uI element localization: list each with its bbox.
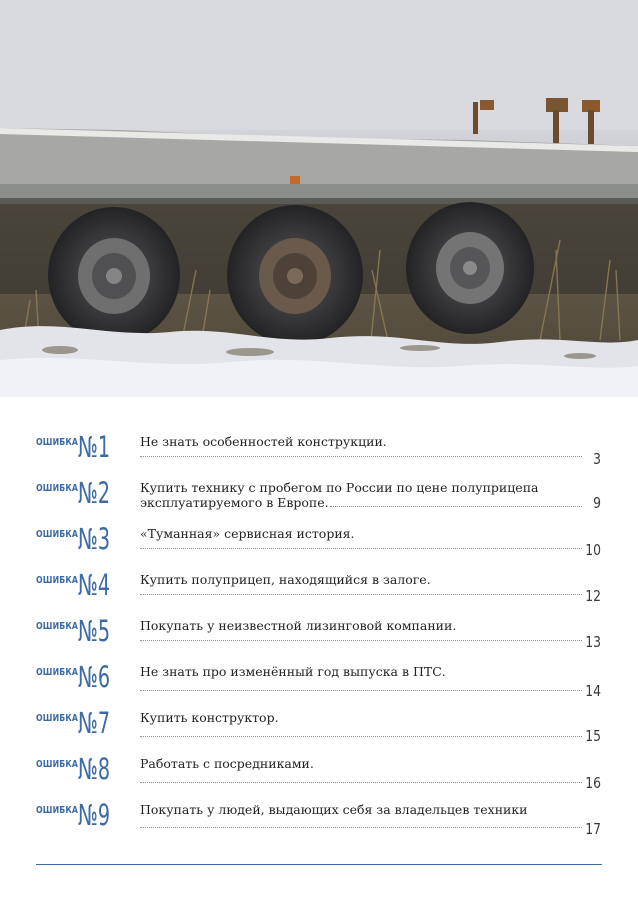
leader-dots xyxy=(140,827,582,828)
mistake-label: ОШИБКА xyxy=(36,667,79,678)
page-number: 14 xyxy=(585,682,601,700)
mistake-number: №2 xyxy=(78,476,111,510)
leader-dots xyxy=(140,594,582,595)
mistake-label: ОШИБКА xyxy=(36,483,79,494)
page-number: 9 xyxy=(593,494,601,512)
mistake-number: №5 xyxy=(78,614,111,648)
mistake-label: ОШИБКА xyxy=(36,713,79,724)
page-number: 15 xyxy=(585,727,601,745)
page-number: 3 xyxy=(593,450,601,468)
toc-entry-9[interactable] xyxy=(0,798,638,851)
page-number: 13 xyxy=(585,633,601,651)
leader-dots xyxy=(330,506,582,507)
mistake-label: ОШИБКА xyxy=(36,529,79,540)
mistake-number: №8 xyxy=(78,752,111,786)
bottom-divider xyxy=(36,864,602,865)
mistake-number: №3 xyxy=(78,522,111,556)
page-number: 10 xyxy=(585,541,601,559)
cover-photo xyxy=(0,0,638,397)
table-of-contents xyxy=(0,397,638,903)
leader-dots xyxy=(140,640,582,641)
mistake-label: ОШИБКА xyxy=(36,575,79,586)
mistake-number: №1 xyxy=(78,430,111,464)
page-number: 16 xyxy=(585,774,601,792)
leader-dots xyxy=(140,456,582,457)
trailer-photo-illustration xyxy=(0,0,638,397)
mistake-title: Купить полуприцеп, находящийся в залоге. xyxy=(140,572,431,587)
page-number: 12 xyxy=(585,587,601,605)
leader-dots xyxy=(140,736,582,737)
leader-dots xyxy=(140,690,582,691)
mistake-title: Купить конструктор. xyxy=(140,710,279,725)
page-number: 17 xyxy=(585,820,601,838)
mistake-title: Покупать у людей, выдающих себя за владельцев техники xyxy=(140,802,528,817)
mistake-label: ОШИБКА xyxy=(36,437,79,448)
mistake-label: ОШИБКА xyxy=(36,621,79,632)
mistake-title: Купить технику с пробегом по России по цене полуприцепа эксплуатируемого в Европе. xyxy=(140,480,539,510)
mistake-number: №6 xyxy=(78,660,111,694)
mistake-number: №7 xyxy=(78,706,111,740)
mistake-label: ОШИБКА xyxy=(36,805,79,816)
mistake-title: Покупать у неизвестной лизинговой компании. xyxy=(140,618,457,633)
mistake-label: ОШИБКА xyxy=(36,759,79,770)
mistake-number: №4 xyxy=(78,568,111,602)
leader-dots xyxy=(140,782,582,783)
mistake-title: Не знать особенностей конструкции. xyxy=(140,434,387,449)
leader-dots xyxy=(140,548,582,549)
mistake-number: №9 xyxy=(78,798,111,832)
mistake-title: «Туманная» сервисная история. xyxy=(140,526,355,541)
mistake-title: Не знать про изменённый год выпуска в ПТС. xyxy=(140,664,446,679)
mistake-title: Работать с посредниками. xyxy=(140,756,314,771)
